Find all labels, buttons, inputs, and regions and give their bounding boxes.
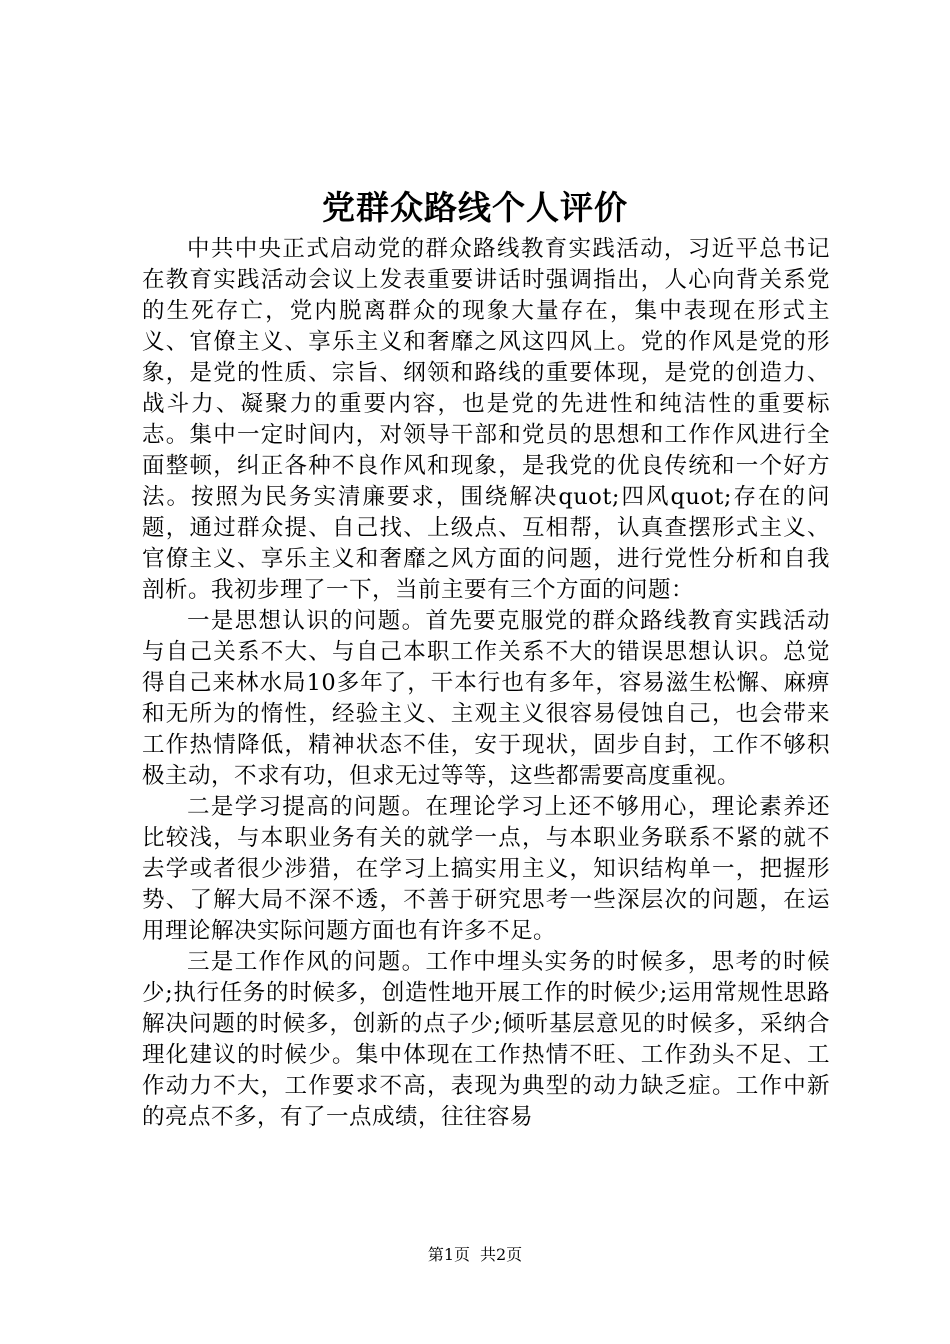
document-body — [142, 234, 830, 1133]
paragraph-thought-issue: 一是思想认识的问题。首先要克服党的群众路线教育实践活动与自己关系不大、与自己本职工作关系不大的错误思想认识。总觉得自己来林水局10多年了，干本行也有多年，容易滋生松懈、麻痹和无所为的惰性，经验主义、主观主义很容易侵蚀自己，也会带来工作热情降低，精神状态不佳，安于现状，固步自封，工作不够积极主动，不求有功，但求无过等等，这些都需要高度重视。 — [142, 608, 830, 789]
paragraph-intro: 中共中央正式启动党的群众路线教育实践活动，习近平总书记在教育实践活动会议上发表重要讲话时强调指出，人心向背关系党的生死存亡，党内脱离群众的现象大量存在，集中表现在形式主义、官僚主义、享乐主义和奢靡之风这四风上。党的作风是党的形象，是党的性质、宗旨、纲领和路线的重要体现，是党的创造力、战斗力、凝聚力的重要内容，也是党的先进性和纯洁性的重要标志。集中一定时间内，对领导干部和党员的思想和工作作风进行全面整顿，纠正各种不良作风和现象，是我党的优良传统和一个好方法。按照为民务实清廉要求，围绕解决quot;四风quot;存在的问题，通过群众提、自己找、上级点、互相帮，认真查摆形式主义、官僚主义、享乐主义和奢靡之风方面的问题，进行党性分析和自我剖析。我初步理了一下，当前主要有三个方面的问题： — [142, 236, 830, 603]
document-title: 党群众路线个人评价 — [322, 188, 628, 227]
page-number: 第1页 — [427, 1245, 470, 1264]
paragraph-work-style-issue: 三是工作作风的问题。工作中埋头实务的时候多，思考的时候少;执行任务的时候多，创造性地开展工作的时候少;运用常规性思路解决问题的时候多，创新的点子少;倾听基层意见的时候多，采纳合理化建议的时候少。集中体现在工作热情不旺、工作劲头不足、工作动力不大，工作要求不高，表现为典型的动力缺乏症。工作中新的亮点不多，有了一点成绩，往往容易 — [142, 949, 830, 1130]
page-total: 共2页 — [480, 1245, 523, 1264]
paragraph-study-issue: 二是学习提高的问题。在理论学习上还不够用心，理论素养还比较浅，与本职业务有关的就学一点，与本职业务联系不紧的就不去学或者很少涉猎，在学习上搞实用主义，知识结构单一，把握形势、了解大局不深不透，不善于研究思考一些深层次的问题，在运用理论解决实际问题方面也有许多不足。 — [142, 794, 830, 944]
page-footer — [0, 1244, 950, 1266]
